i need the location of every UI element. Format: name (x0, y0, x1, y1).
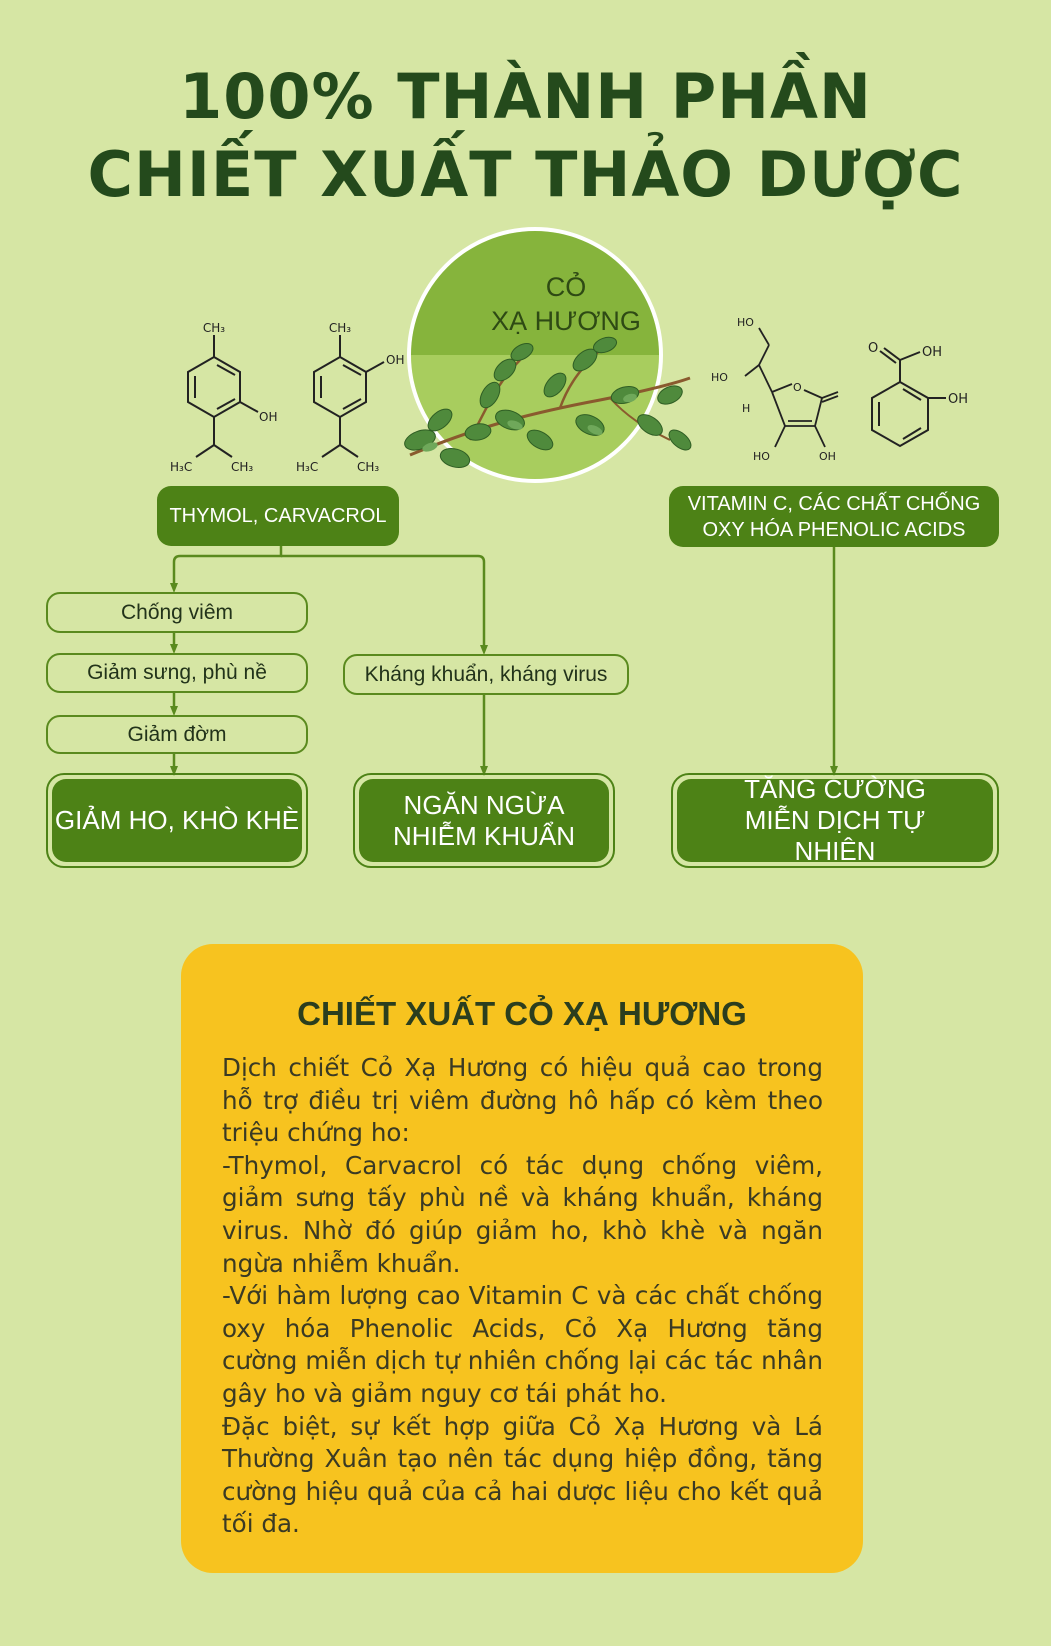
card-paragraph: -Thymol, Carvacrol có tác dụng chống viêm, giảm sưng tấy phù nề và kháng khuẩn, kháng virus. Nhờ đó giúp giảm ho, khò khè và ngăn ngừa nhiễm khuẩn. (222, 1150, 823, 1278)
outcome-reduce-cough (46, 773, 308, 868)
salicylic-o-label: O (868, 341, 879, 356)
thymol-carvacrol-header (157, 486, 399, 546)
page-title-line-1: 100% THÀNH PHẦN (179, 60, 872, 133)
outcome-boost-immunity (671, 773, 999, 868)
thymol-ch3-bottom-label: CH₃ (231, 460, 254, 474)
carvacrol-structure (314, 335, 384, 457)
effect-reduce-swelling (46, 653, 308, 693)
thymol-h3c-label: H₃C (170, 460, 193, 474)
carvacrol-ch3-label: CH₃ (328, 321, 352, 335)
thymol-oh-label: OH (259, 410, 278, 424)
ascorbic-acid-structure (745, 328, 838, 447)
thymol-ch3-label: CH₃ (202, 321, 226, 335)
effect-label: Giảm sưng, phù nề (87, 661, 267, 684)
salicylic-oh2-label: OH (948, 392, 969, 407)
ascorbic-ho2-label: HO (711, 371, 728, 384)
effect-label: Chống viêm (120, 600, 234, 624)
vitamin-c-header-label: VITAMIN C, CÁC CHẤT CHỐNG OXY HÓA PHENOLIC ACIDS (687, 492, 981, 541)
carvacrol-h3c-label: H₃C (296, 460, 319, 474)
outcome-label: TĂNG CƯỜNG MIỄN DỊCH TỰ NHIÊN (744, 774, 926, 866)
thymol-carvacrol-header-label: THYMOL, CARVACROL (169, 505, 387, 527)
ascorbic-h-label: H (742, 402, 751, 415)
carvacrol-oh-label: OH (386, 353, 405, 367)
effect-label: Kháng khuẩn, kháng virus (364, 662, 608, 686)
page-title-line-2: CHIẾT XUẤT THẢO DƯỢC (87, 138, 964, 211)
outcome-label: NGĂN NGỪA NHIỄM KHUẨN (392, 789, 575, 851)
outcome-label: GIẢM HO, KHÒ KHÈ (54, 805, 300, 835)
herb-name-line-1: CỎ (545, 272, 587, 302)
effect-reduce-phlegm (46, 715, 308, 754)
ascorbic-oh-label: OH (819, 450, 836, 463)
ascorbic-ho3-label: HO (753, 450, 770, 463)
ascorbic-o-label: O (793, 381, 802, 394)
salicylic-acid-structure (872, 348, 946, 446)
herb-name-line-2: XẠ HƯƠNG (491, 306, 641, 336)
card-paragraph: -Với hàm lượng cao Vitamin C và các chất chống oxy hóa Phenolic Acids, Cỏ Xạ Hương tăng cường miễn dịch tự nhiên chống lại các tác nhân gây ho và giảm nguy cơ tái phát ho. (222, 1281, 823, 1408)
effect-anti-inflammatory (46, 592, 308, 633)
ascorbic-ho1-label: HO (737, 316, 754, 329)
carvacrol-ch3-bottom-label: CH₃ (357, 460, 380, 474)
thymol-structure (188, 335, 258, 457)
card-paragraph: Đặc biệt, sự kết hợp giữa Cỏ Xạ Hương và Lá Thường Xuân tạo nên tác dụng hiệp đồng, tăng cường hiệu quả của cả hai dược liệu cho kết quả tối đa. (222, 1411, 823, 1539)
effect-label: Giảm đờm (127, 722, 227, 746)
card-title: CHIẾT XUẤT CỎ XẠ HƯƠNG (297, 995, 747, 1032)
effect-antibacterial-antiviral (343, 654, 629, 695)
card-paragraph: Dịch chiết Cỏ Xạ Hương có hiệu quả cao trong hỗ trợ điều trị viêm đường hô hấp có kèm theo triệu chứng ho: (222, 1053, 823, 1148)
thyme-extract-card (181, 944, 863, 1573)
outcome-prevent-infection (353, 773, 615, 868)
card-body (222, 1052, 823, 1541)
salicylic-oh1-label: OH (922, 345, 943, 360)
vitamin-c-header (669, 486, 999, 547)
